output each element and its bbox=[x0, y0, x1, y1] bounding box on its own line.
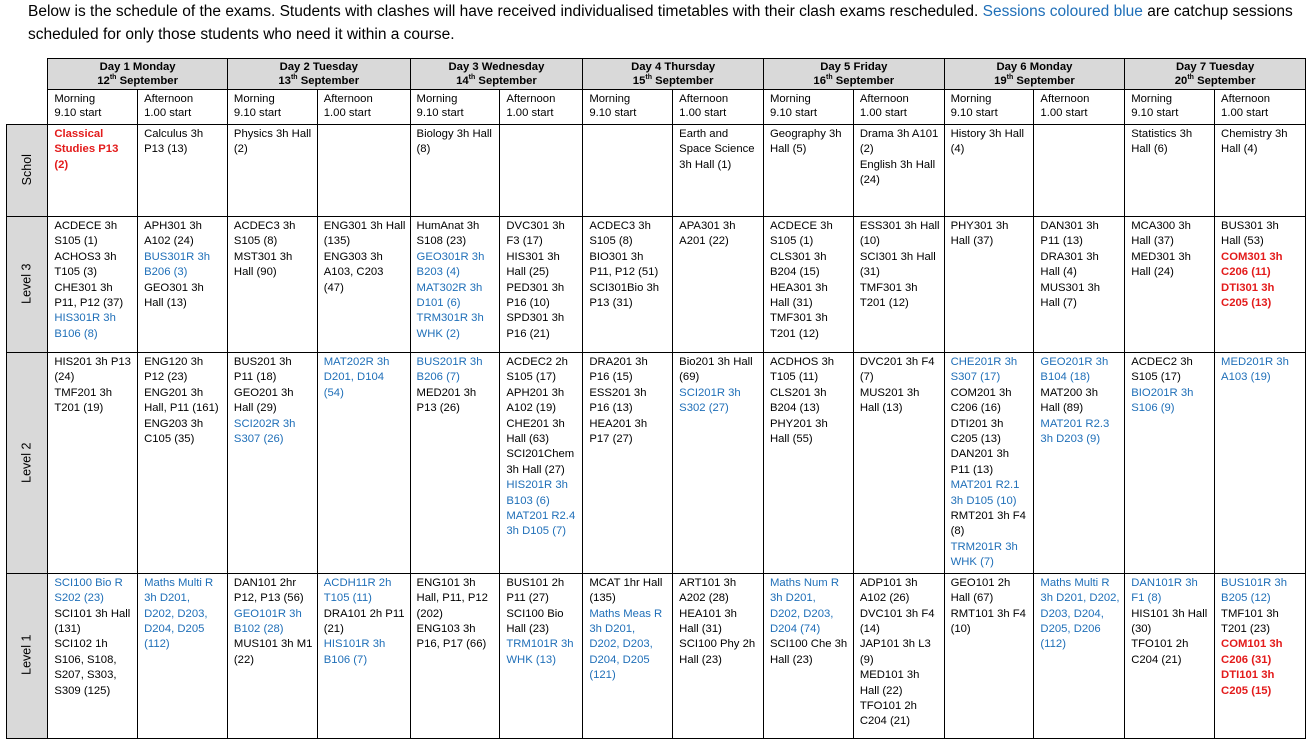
exam-entry: ACHOS3 3h T105 (3) bbox=[54, 250, 117, 279]
exam-entry: DRA301 3h Hall (4) bbox=[1040, 250, 1099, 279]
exam-entry: BUS301 3h Hall (53) bbox=[1221, 220, 1279, 248]
exam-entry: DAN101 2hr P12, P13 (56) bbox=[233, 576, 304, 605]
catchup-exam-entry: Maths Meas R 3h D201, D202, D203, D204, D205 (121) bbox=[589, 607, 663, 682]
exam-cell bbox=[410, 573, 500, 738]
exam-entry: MED101 3h Hall (22) bbox=[859, 669, 920, 697]
day-date-month: September bbox=[1013, 75, 1075, 87]
exam-entry: APH201 3h A102 (19) bbox=[506, 386, 565, 415]
exam-cell bbox=[583, 573, 673, 738]
day-header-7 bbox=[1125, 59, 1306, 90]
session-label: Afternoon bbox=[1040, 93, 1090, 105]
session-afternoon-day-1 bbox=[138, 90, 228, 125]
exam-entry: HEA101 3h Hall (31) bbox=[679, 607, 737, 635]
exam-cell bbox=[1034, 217, 1125, 353]
session-label: Afternoon bbox=[506, 93, 556, 105]
catchup-exam-entry: HIS101R 3h B106 (7) bbox=[323, 638, 386, 666]
day-date-suffix: th bbox=[826, 74, 833, 82]
exam-entry: MED201 3h P13 (26) bbox=[416, 386, 477, 415]
day-header-row bbox=[7, 59, 1306, 90]
exam-cell bbox=[48, 217, 138, 353]
exam-cell bbox=[48, 353, 138, 574]
exam-entry: ENG303 3h A103, C203 (47) bbox=[323, 250, 384, 294]
exam-entry: MED301 3h Hall (24) bbox=[1131, 250, 1191, 279]
exam-entry: PHY201 3h Hall (55) bbox=[769, 417, 828, 446]
session-morning-day-5 bbox=[763, 90, 853, 125]
session-time: 1.00 start bbox=[506, 107, 554, 119]
exam-cell bbox=[317, 217, 410, 353]
day-date-suffix: th bbox=[468, 74, 476, 82]
exam-cell bbox=[853, 353, 944, 574]
day-date-suffix: th bbox=[290, 74, 298, 82]
catchup-exam-entry: TRM101R 3h WHK (13) bbox=[506, 638, 574, 666]
exam-entry: DVC301 3h F3 (17) bbox=[506, 220, 565, 248]
exam-entry: TFO101 2h C204 (21) bbox=[1131, 638, 1189, 666]
exam-cell bbox=[1034, 353, 1125, 574]
catchup-exam-entry: HIS301R 3h B106 (8) bbox=[54, 312, 116, 340]
catchup-exam-entry: SCI202R 3h S307 (26) bbox=[233, 417, 296, 446]
exam-entry: RMT101 3h F4 (10) bbox=[950, 607, 1026, 635]
day-header-4 bbox=[583, 59, 764, 90]
exam-entry: ESS201 3h P16 (13) bbox=[589, 386, 647, 415]
catchup-exam-entry: MAT302R 3h D101 (6) bbox=[416, 281, 483, 310]
exam-entry: ENG203 3h C105 (35) bbox=[144, 417, 204, 446]
exam-entry: TMF101 3h T201 (23) bbox=[1221, 607, 1279, 635]
day-title: Day 3 Wednesday bbox=[448, 61, 545, 73]
session-morning-day-4 bbox=[583, 90, 673, 125]
exam-entry: Bio201 3h Hall (69) bbox=[679, 356, 753, 384]
catchup-exam-entry: MAT202R 3h D201, D104 (54) bbox=[323, 356, 390, 399]
exam-cell bbox=[1034, 125, 1125, 217]
day-date-num: 14 bbox=[456, 75, 469, 87]
exam-cell bbox=[673, 217, 764, 353]
exam-cell bbox=[763, 217, 853, 353]
day-header-5 bbox=[763, 59, 944, 90]
exam-entry: ENG201 3h Hall, P11 (161) bbox=[144, 386, 219, 415]
exam-cell bbox=[583, 353, 673, 574]
row-label bbox=[7, 125, 48, 217]
exam-cell bbox=[317, 573, 410, 738]
exam-entry: ENG301 3h Hall (135) bbox=[323, 220, 406, 248]
exam-entry: MST301 3h Hall (90) bbox=[233, 250, 293, 279]
exam-entry: MCA300 3h Hall (37) bbox=[1131, 220, 1191, 248]
exam-entry: ADP101 3h A102 (26) bbox=[859, 576, 918, 605]
session-morning-day-2 bbox=[227, 90, 317, 125]
day-header-3 bbox=[410, 59, 583, 90]
session-time: 1.00 start bbox=[1221, 107, 1269, 119]
exam-entry: DAN301 3h P11 (13) bbox=[1040, 220, 1099, 248]
session-header-row bbox=[7, 90, 1306, 125]
exam-cell bbox=[583, 217, 673, 353]
exam-entry: ACDEC2 2h S105 (17) bbox=[506, 356, 568, 384]
exam-cell bbox=[410, 125, 500, 217]
exam-cell bbox=[1215, 125, 1306, 217]
row-label-text: Level 3 bbox=[19, 263, 34, 305]
session-afternoon-day-7 bbox=[1215, 90, 1306, 125]
exam-entry: BUS101 2h P11 (27) bbox=[506, 576, 565, 605]
day-date-num: 20 bbox=[1174, 75, 1188, 87]
day-date-month: September bbox=[297, 75, 360, 87]
exam-cell bbox=[1215, 353, 1306, 574]
session-label: Morning bbox=[54, 93, 96, 105]
exam-cell bbox=[944, 573, 1034, 738]
exam-entry: Drama 3h A101 (2) bbox=[859, 128, 939, 156]
catchup-exam-entry: TRM201R 3h WHK (7) bbox=[950, 540, 1018, 569]
day-date-month: September bbox=[651, 75, 714, 87]
clash-exam-entry: COM101 3h C206 (31) bbox=[1221, 638, 1283, 666]
exam-entry: PED301 3h P16 (10) bbox=[506, 281, 565, 310]
exam-cell bbox=[1125, 217, 1215, 353]
exam-entry: Biology 3h Hall (8) bbox=[416, 128, 492, 156]
session-afternoon-day-3 bbox=[500, 90, 583, 125]
exam-cell bbox=[48, 125, 138, 217]
exam-entry: ACDECE 3h S105 (1) bbox=[769, 220, 833, 248]
exam-entry: TMF301 3h T201 (12) bbox=[769, 312, 828, 340]
row-label-text: Level 2 bbox=[19, 442, 34, 483]
day-header-2 bbox=[227, 59, 410, 90]
exam-entry: SCI301 3h Hall (31) bbox=[859, 250, 936, 279]
exam-entry: ACDECE 3h S105 (1) bbox=[54, 220, 118, 248]
catchup-exam-entry: BIO201R 3h S106 (9) bbox=[1131, 386, 1194, 415]
exam-entry: SCI102 1h S106, S108, S207, S303, S309 (125) bbox=[54, 638, 117, 697]
corner-cell bbox=[7, 59, 48, 90]
exam-entry: HIS201 3h P13 (24) bbox=[54, 356, 131, 384]
clash-exam-entry: DTI301 3h C205 (13) bbox=[1221, 281, 1275, 310]
clash-exam-entry: Classical Studies P13 (2) bbox=[54, 128, 119, 171]
day-date-num: 16 bbox=[813, 75, 826, 87]
intro-text-after: are catchup sessions scheduled for only those students who need it within a course. bbox=[28, 3, 1293, 43]
exam-entry: JAP101 3h L3 (9) bbox=[859, 638, 931, 666]
catchup-exam-entry: GEO201R 3h B104 (18) bbox=[1040, 356, 1109, 384]
day-date-suffix: th bbox=[1006, 74, 1014, 82]
day-date-month: September bbox=[832, 75, 895, 87]
exam-entry: SPD301 3h P16 (21) bbox=[506, 312, 565, 340]
exam-entry: CHE201 3h Hall (63) bbox=[506, 417, 565, 446]
session-label: Morning bbox=[1131, 93, 1173, 105]
exam-entry: MAT200 3h Hall (89) bbox=[1040, 386, 1098, 415]
exam-cell bbox=[138, 217, 228, 353]
day-date-num: 15 bbox=[632, 75, 646, 87]
exam-cell bbox=[1215, 217, 1306, 353]
session-time: 1.00 start bbox=[859, 107, 907, 119]
catchup-exam-entry: SCI100 Bio R S202 (23) bbox=[54, 576, 123, 605]
exam-entry: SCI201Chem 3h Hall (27) bbox=[506, 448, 575, 476]
exam-entry: SCI101 3h Hall (131) bbox=[54, 607, 131, 635]
level-row-level-2 bbox=[7, 353, 1306, 574]
exam-entry: HumAnat 3h S108 (23) bbox=[416, 220, 480, 248]
exam-entry: SCI100 Che 3h Hall (23) bbox=[769, 638, 848, 666]
row-label-text: Level 1 bbox=[19, 635, 34, 676]
exam-entry: ENG101 3h Hall, P11, P12 (202) bbox=[416, 576, 488, 620]
exam-entry: TFO101 2h C204 (21) bbox=[859, 699, 917, 728]
session-morning-day-7 bbox=[1125, 90, 1215, 125]
session-time: 1.00 start bbox=[144, 107, 192, 119]
exam-entry: CHE301 3h P11, P12 (37) bbox=[54, 281, 124, 310]
catchup-exam-entry: Maths Multi R 3h D201, D202, D203, D204, D205, D206 (112) bbox=[1040, 576, 1120, 651]
exam-entry: HIS301 3h Hall (25) bbox=[506, 250, 560, 279]
exam-cell bbox=[673, 125, 764, 217]
exam-cell bbox=[583, 125, 673, 217]
exam-entry: Geography 3h Hall (5) bbox=[769, 128, 842, 156]
exam-entry: HIS101 3h Hall (30) bbox=[1131, 607, 1208, 635]
exam-entry: GEO301 3h Hall (13) bbox=[144, 281, 204, 310]
session-label: Afternoon bbox=[144, 93, 194, 105]
exam-cell bbox=[500, 125, 583, 217]
exam-cell bbox=[48, 573, 138, 738]
exam-cell bbox=[500, 353, 583, 574]
exam-entry: English 3h Hall (24) bbox=[859, 158, 936, 187]
exam-schedule-table bbox=[6, 58, 1306, 739]
exam-cell bbox=[1034, 573, 1125, 738]
exam-entry: GEO101 2h Hall (67) bbox=[950, 576, 1011, 605]
day-title: Day 2 Tuesday bbox=[279, 61, 358, 73]
exam-entry: ACDHOS 3h T105 (11) bbox=[769, 356, 835, 384]
catchup-exam-entry: SCI201R 3h S302 (27) bbox=[679, 386, 741, 415]
exam-entry: MCAT 1hr Hall (135) bbox=[589, 576, 663, 605]
day-title: Day 7 Tuesday bbox=[1175, 61, 1255, 73]
exam-cell bbox=[138, 353, 228, 574]
exam-cell bbox=[944, 125, 1034, 217]
catchup-exam-entry: GEO101R 3h B102 (28) bbox=[233, 607, 302, 635]
exam-entry: Calculus 3h P13 (13) bbox=[144, 128, 204, 156]
exam-entry: HEA201 3h P17 (27) bbox=[589, 417, 648, 446]
day-header-6 bbox=[944, 59, 1125, 90]
exam-entry: PHY301 3h Hall (37) bbox=[950, 220, 1009, 248]
level-row-level-1 bbox=[7, 573, 1306, 738]
session-label: Afternoon bbox=[859, 93, 909, 105]
row-label-text: Schol bbox=[19, 154, 34, 186]
session-time: 9.10 start bbox=[1131, 107, 1179, 119]
exam-entry: ACDEC3 3h S105 (8) bbox=[589, 220, 651, 248]
exam-cell bbox=[500, 217, 583, 353]
session-label: Afternoon bbox=[679, 93, 729, 105]
day-date-month: September bbox=[1193, 75, 1256, 87]
session-label: Afternoon bbox=[1221, 93, 1271, 105]
catchup-exam-entry: MAT201 R2.4 3h D105 (7) bbox=[506, 510, 576, 538]
exam-cell bbox=[944, 217, 1034, 353]
exam-entry: BIO301 3h P11, P12 (51) bbox=[589, 250, 659, 279]
exam-cell bbox=[1125, 573, 1215, 738]
day-date-month: September bbox=[116, 75, 178, 87]
session-time: 9.10 start bbox=[233, 107, 282, 119]
day-title: Day 6 Monday bbox=[996, 61, 1073, 73]
exam-entry: SCI301Bio 3h P13 (31) bbox=[589, 281, 660, 310]
exam-entry: TMF201 3h T201 (19) bbox=[54, 386, 113, 415]
session-time: 1.00 start bbox=[1040, 107, 1088, 119]
catchup-exam-entry: Maths Num R 3h D201, D202, D203, D204 (74) bbox=[769, 576, 840, 635]
day-date-suffix: th bbox=[1187, 74, 1194, 82]
exam-entry: Statistics 3h Hall (6) bbox=[1131, 128, 1193, 156]
session-morning-day-1 bbox=[48, 90, 138, 125]
catchup-exam-entry: CHE201R 3h S307 (17) bbox=[950, 356, 1018, 384]
session-time: 9.10 start bbox=[589, 107, 637, 119]
exam-cell bbox=[138, 125, 228, 217]
catchup-exam-entry: BUS301R 3h B206 (3) bbox=[144, 250, 211, 279]
exam-entry: COM201 3h C206 (16) bbox=[950, 386, 1012, 415]
catchup-exam-entry: GEO301R 3h B203 (4) bbox=[416, 250, 485, 279]
exam-cell bbox=[227, 353, 317, 574]
session-label: Morning bbox=[233, 93, 275, 105]
exam-cell bbox=[317, 125, 410, 217]
day-date-month: September bbox=[475, 75, 537, 87]
session-time: 1.00 start bbox=[679, 107, 727, 119]
session-label: Morning bbox=[589, 93, 631, 105]
catchup-exam-entry: DAN101R 3h F1 (8) bbox=[1131, 576, 1198, 605]
exam-entry: APH301 3h A102 (24) bbox=[144, 220, 202, 248]
session-time: 9.10 start bbox=[769, 107, 818, 119]
session-time: 9.10 start bbox=[950, 107, 998, 119]
catchup-exam-entry: TRM301R 3h WHK (2) bbox=[416, 312, 484, 340]
exam-cell bbox=[763, 573, 853, 738]
day-title: Day 4 Thursday bbox=[631, 61, 716, 73]
catchup-exam-entry: HIS201R 3h B103 (6) bbox=[506, 479, 568, 507]
session-label: Morning bbox=[950, 93, 992, 105]
catchup-exam-entry: MED201R 3h A103 (19) bbox=[1221, 356, 1289, 384]
exam-cell bbox=[673, 353, 764, 574]
day-header-1 bbox=[48, 59, 228, 90]
exam-entry: Physics 3h Hall (2) bbox=[233, 128, 312, 156]
exam-entry: ACDEC3 3h S105 (8) bbox=[233, 220, 296, 248]
level-row-level-3 bbox=[7, 217, 1306, 353]
exam-entry: ENG120 3h P12 (23) bbox=[144, 356, 204, 384]
day-title: Day 5 Friday bbox=[820, 61, 888, 73]
catchup-exam-entry: MAT201 R2.3 3h D203 (9) bbox=[1040, 417, 1110, 446]
exam-cell bbox=[853, 573, 944, 738]
exam-cell bbox=[317, 353, 410, 574]
day-title: Day 1 Monday bbox=[99, 61, 176, 73]
exam-cell bbox=[138, 573, 228, 738]
session-afternoon-day-5 bbox=[853, 90, 944, 125]
exam-cell bbox=[944, 353, 1034, 574]
exam-entry: Earth and Space Science 3h Hall (1) bbox=[679, 128, 755, 171]
exam-entry: RMT201 3h F4 (8) bbox=[950, 510, 1026, 538]
exam-entry: CLS301 3h B204 (15) bbox=[769, 250, 827, 279]
exam-cell bbox=[763, 125, 853, 217]
exam-cell bbox=[1125, 353, 1215, 574]
exam-entry: APA301 3h A201 (22) bbox=[679, 220, 736, 248]
row-label bbox=[7, 217, 48, 353]
session-label: Morning bbox=[416, 93, 458, 105]
session-afternoon-day-2 bbox=[317, 90, 410, 125]
session-morning-day-6 bbox=[944, 90, 1034, 125]
session-time: 9.10 start bbox=[54, 107, 102, 119]
exam-entry: DRA101 2h P11 (21) bbox=[323, 607, 405, 635]
row-label bbox=[7, 573, 48, 738]
session-label: Afternoon bbox=[323, 93, 373, 105]
day-date-suffix: th bbox=[109, 74, 117, 82]
exam-entry: DTI201 3h C205 (13) bbox=[950, 417, 1004, 446]
session-time: 1.00 start bbox=[323, 107, 371, 119]
row-label bbox=[7, 353, 48, 574]
exam-cell bbox=[227, 125, 317, 217]
catchup-exam-entry: MAT201 R2.1 3h D105 (10) bbox=[950, 479, 1020, 507]
exam-entry: MUS301 3h Hall (7) bbox=[1040, 281, 1101, 310]
exam-entry: Chemistry 3h Hall (4) bbox=[1221, 128, 1288, 156]
exam-entry: SCI100 Phy 2h Hall (23) bbox=[679, 638, 756, 666]
exam-cell bbox=[227, 217, 317, 353]
level-row-schol bbox=[7, 125, 1306, 217]
exam-entry: CLS201 3h B204 (13) bbox=[769, 386, 827, 415]
exam-entry: DRA201 3h P16 (15) bbox=[589, 356, 648, 384]
exam-entry: GEO201 3h Hall (29) bbox=[233, 386, 294, 415]
exam-cell bbox=[763, 353, 853, 574]
exam-entry: DAN201 3h P11 (13) bbox=[950, 448, 1010, 476]
exam-cell bbox=[410, 353, 500, 574]
intro-blue-text: Sessions coloured blue bbox=[982, 3, 1143, 20]
exam-entry: HEA301 3h Hall (31) bbox=[769, 281, 828, 310]
exam-entry: MUS101 3h M1 (22) bbox=[233, 638, 313, 666]
catchup-exam-entry: BUS201R 3h B206 (7) bbox=[416, 356, 483, 384]
exam-cell bbox=[227, 573, 317, 738]
exam-entry: ACDEC2 3h S105 (17) bbox=[1131, 356, 1193, 384]
clash-exam-entry: DTI101 3h C205 (15) bbox=[1221, 669, 1275, 697]
catchup-exam-entry: BUS101R 3h B205 (12) bbox=[1221, 576, 1287, 605]
session-afternoon-day-6 bbox=[1034, 90, 1125, 125]
exam-cell bbox=[853, 217, 944, 353]
exam-entry: DVC201 3h F4 (7) bbox=[859, 356, 935, 384]
exam-entry: ART101 3h A202 (28) bbox=[679, 576, 737, 605]
day-date-suffix: th bbox=[645, 74, 652, 82]
exam-cell bbox=[500, 573, 583, 738]
day-date-num: 12 bbox=[97, 75, 110, 87]
intro-paragraph bbox=[28, 0, 1298, 46]
exam-entry: SCI100 Bio Hall (23) bbox=[506, 607, 564, 635]
exam-cell bbox=[673, 573, 764, 738]
session-time: 9.10 start bbox=[416, 107, 464, 119]
catchup-exam-entry: Maths Multi R 3h D201, D202, D203, D204, D205 (112) bbox=[144, 576, 214, 651]
clash-exam-entry: COM301 3h C206 (11) bbox=[1221, 250, 1283, 279]
exam-entry: DVC101 3h F4 (14) bbox=[859, 607, 935, 635]
exam-cell bbox=[1215, 573, 1306, 738]
intro-text-before: Below is the schedule of the exams. Students with clashes will have received individualised timetables with their clash exams rescheduled. bbox=[28, 3, 983, 20]
day-date-num: 13 bbox=[278, 75, 291, 87]
exam-entry: TMF301 3h T201 (12) bbox=[859, 281, 918, 310]
session-afternoon-day-4 bbox=[673, 90, 764, 125]
catchup-exam-entry: ACDH11R 2h T105 (11) bbox=[323, 576, 392, 605]
exam-entry: History 3h Hall (4) bbox=[950, 128, 1025, 156]
exam-entry: ESS301 3h Hall (10) bbox=[859, 220, 940, 248]
corner-cell bbox=[7, 90, 48, 125]
session-morning-day-3 bbox=[410, 90, 500, 125]
session-label: Morning bbox=[769, 93, 811, 105]
exam-entry: BUS201 3h P11 (18) bbox=[233, 356, 292, 384]
exam-entry: MUS201 3h Hall (13) bbox=[859, 386, 920, 415]
exam-entry: ENG103 3h P16, P17 (66) bbox=[416, 622, 487, 651]
day-date-num: 19 bbox=[994, 75, 1007, 87]
exam-cell bbox=[853, 125, 944, 217]
exam-cell bbox=[410, 217, 500, 353]
exam-cell bbox=[1125, 125, 1215, 217]
